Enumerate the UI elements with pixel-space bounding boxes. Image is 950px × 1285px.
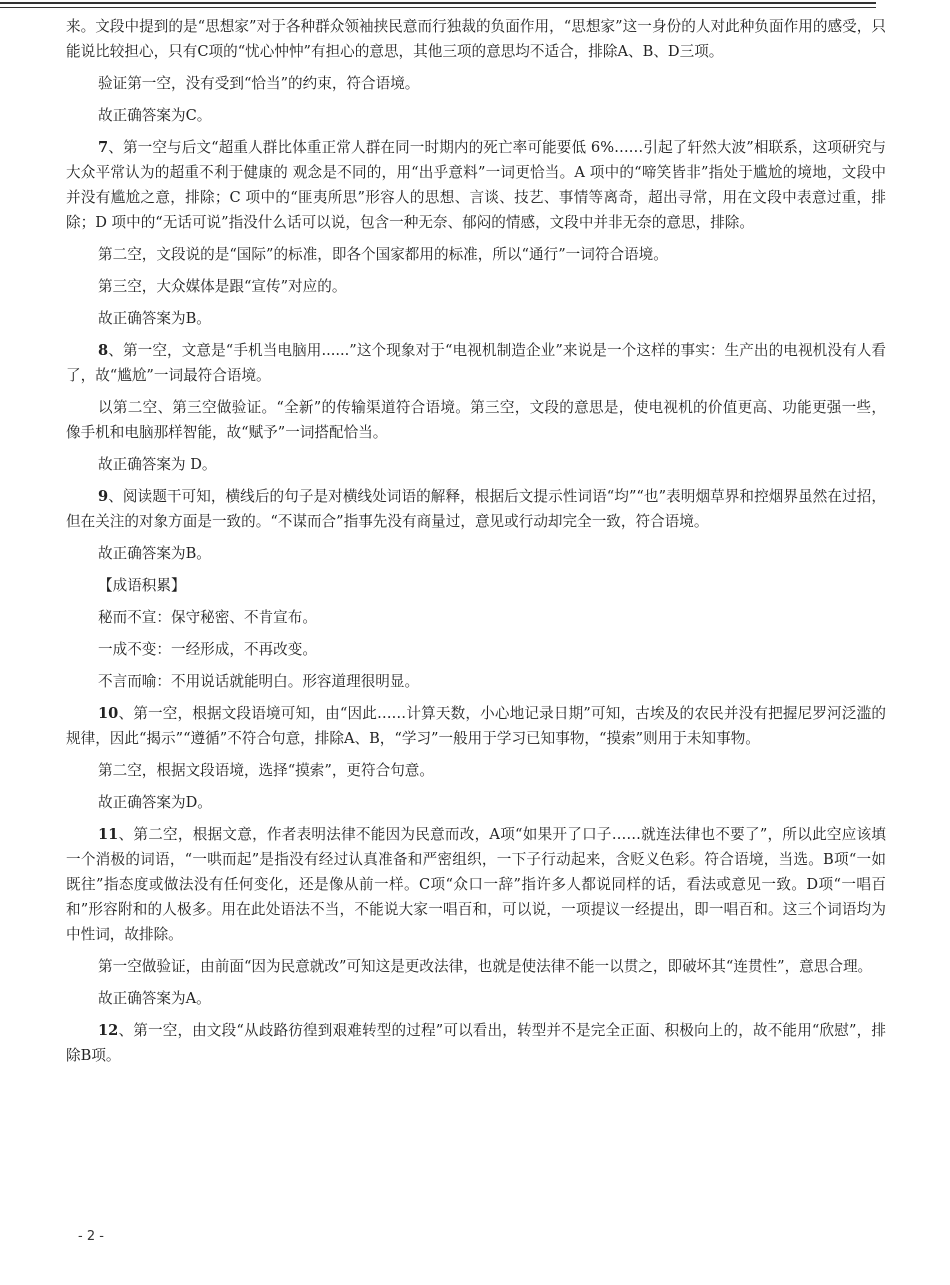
paragraph: 故正确答案为B。 xyxy=(98,545,211,562)
header-rule xyxy=(0,2,876,9)
question-number: 9 xyxy=(98,488,109,505)
question-number: 7 xyxy=(98,139,109,156)
question-8-paragraph xyxy=(66,338,886,388)
page-number: - 2 - xyxy=(78,1229,104,1244)
paragraph: 验证第一空，没有受到“恰当”的约束，符合语境。 xyxy=(98,75,420,92)
paragraph-text: 、第二空，根据文意，作者表明法律不能因为民意而改，A项“如果开了口子……就连法律也不要了”，所以此空应该填一个消极的词语，“一哄而起”是指没有经过认真准备和严密组织，一下子行动起来，含贬义色彩。符合语境，当选。B项“一如既往”指态度或做法没有任何变化，还是像从前一样。C项“众口一辞”指许多人都说同样的话，看法或意见一致。D项“一唱百和”形容附和的人极多。用在此处语法不当，不能说大家一唱百和，可以说，一项提议一经提出，即一唱百和。这三个词语均为中性词，故排除。 xyxy=(66,826,886,943)
question-number: 10 xyxy=(98,705,119,722)
paragraph: 第一空做验证，由前面“因为民意就改”可知这是更改法律，也就是使法律不能一以贯之，即破坏其“连贯性”，意思合理。 xyxy=(98,958,873,975)
question-7-paragraph xyxy=(66,135,886,235)
question-number: 12 xyxy=(98,1022,119,1039)
idiom-entry: 秘而不宣：保守秘密、不肯宣布。 xyxy=(98,609,317,626)
paragraph: 故正确答案为B。 xyxy=(98,310,211,327)
paragraph-text: 、第一空，根据文段语境可知，由“因此……计算天数，小心地记录日期”可知，古埃及的农民并没有把握尼罗河泛滥的规律，因此“揭示”“遵循”不符合句意，排除A、B，“学习”一般用于学习已知事物，“摸索”则用于未知事物。 xyxy=(66,705,886,747)
paragraph-text: 、第一空，由文段“从歧路彷徨到艰难转型的过程”可以看出，转型并不是完全正面、积极向上的，故不能用“欣慰”，排除B项。 xyxy=(66,1022,886,1064)
paragraph: 故正确答案为 D。 xyxy=(98,456,217,473)
section-heading: 【成语积累】 xyxy=(98,577,186,594)
question-10-paragraph xyxy=(66,701,886,751)
paragraph: 故正确答案为A。 xyxy=(98,990,211,1007)
question-9-paragraph xyxy=(66,484,886,534)
question-12-paragraph xyxy=(66,1018,886,1068)
paragraph-text: 、第一空与后文“超重人群比体重正常人群在同一时期内的死亡率可能要低 6%……引起了轩然大波”相联系，这项研究与大众平常认为的超重不利于健康的 观念是不同的，用“出乎意料”一词更恰当。A 项中的“啼笑皆非”指处于尴尬的境地，文段中并没有尴尬之意，排除；C 项中的“匪夷所思”形容人的思想、言谈、技艺、事情等离奇，超出寻常，用在文段中表意过重，排除；D 项中的“无话可说”指没什么话可以说，包含一种无奈、郁闷的情感，文段中并非无奈的意思，排除。 xyxy=(66,139,886,231)
paragraph: 第三空，大众媒体是跟“宣传”对应的。 xyxy=(98,278,347,295)
paragraph: 第二空，根据文段语境，选择“摸索”，更符合句意。 xyxy=(98,762,434,779)
paragraph: 以第二空、第三空做验证。“全新”的传输渠道符合语境。第三空，文段的意思是，使电视机的价值更高、功能更强一些，像手机和电脑那样智能，故“赋予”一词搭配恰当。 xyxy=(66,399,886,441)
question-11-paragraph xyxy=(66,822,886,947)
question-number: 11 xyxy=(98,826,119,843)
document-body xyxy=(66,14,886,1068)
paragraph-text: 、第一空，文意是“手机当电脑用......”这个现象对于“电视机制造企业”来说是一个这样的事实：生产出的电视机没有人看了，故“尴尬”一词最符合语境。 xyxy=(66,342,886,384)
idiom-entry: 一成不变：一经形成，不再改变。 xyxy=(98,641,317,658)
question-number: 8 xyxy=(98,342,109,359)
paragraph: 来。文段中提到的是“思想家”对于各种群众领袖挟民意而行独裁的负面作用，“思想家”这一身份的人对此种负面作用的感受，只能说比较担心，只有C项的“忧心忡忡”有担心的意思，其他三项的意思均不适合，排除A、B、D三项。 xyxy=(66,18,886,60)
paragraph: 第二空，文段说的是“国际”的标准，即各个国家都用的标准，所以“通行”一词符合语境。 xyxy=(98,246,668,263)
paragraph: 故正确答案为C。 xyxy=(98,107,212,124)
paragraph-text: 、阅读题干可知，横线后的句子是对横线处词语的解释，根据后文提示性词语“均”“也”表明烟草界和控烟界虽然在过招，但在关注的对象方面是一致的。“不谋而合”指事先没有商量过，意见或行动却完全一致，符合语境。 xyxy=(66,488,886,530)
idiom-entry: 不言而喻：不用说话就能明白。形容道理很明显。 xyxy=(98,673,420,690)
paragraph: 故正确答案为D。 xyxy=(98,794,212,811)
